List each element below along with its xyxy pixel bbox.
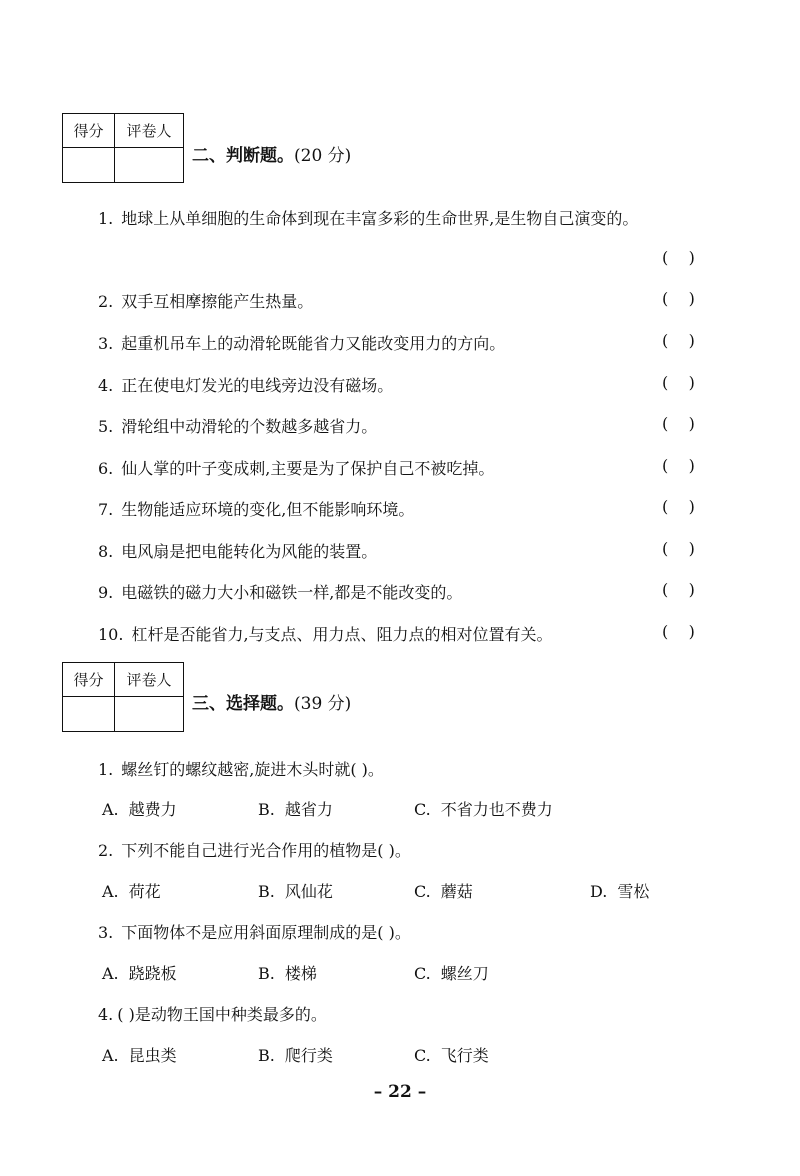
mc-question-1: 1. 螺丝钉的螺纹越密,旋进木头时就( )。 <box>98 760 384 779</box>
mc-4-option-c[interactable]: C. 飞行类 <box>414 1046 489 1065</box>
mc-question-2: 2. 下列不能自己进行光合作用的植物是( )。 <box>98 841 411 860</box>
mc-question-4: 4. ( )是动物王国中种类最多的。 <box>98 1005 327 1024</box>
tf-answer-7[interactable]: ( ) <box>662 497 695 516</box>
mc-2-option-c[interactable]: C. 蘑菇 <box>414 882 473 901</box>
tf-answer-3[interactable]: ( ) <box>662 331 695 350</box>
grader-cell[interactable] <box>115 697 183 731</box>
grader-label: 评卷人 <box>115 114 183 148</box>
mc-question-3: 3. 下面物体不是应用斜面原理制成的是( )。 <box>98 923 411 942</box>
section-2-points: (20 分) <box>294 146 352 166</box>
score-box-section-2 <box>62 113 184 183</box>
mc-4-option-a[interactable]: A. 昆虫类 <box>102 1046 177 1065</box>
mc-3-option-a[interactable]: A. 跷跷板 <box>102 964 177 983</box>
tf-answer-5[interactable]: ( ) <box>662 414 695 433</box>
mc-3-option-b[interactable]: B. 楼梯 <box>258 964 317 983</box>
tf-question-7: 7. 生物能适应环境的变化,但不能影响环境。 <box>98 500 415 519</box>
mc-1-option-a[interactable]: A. 越费力 <box>102 800 177 819</box>
section-3-title-text: 三、选择题。 <box>192 694 294 714</box>
page-number: – 22 – <box>373 1082 427 1102</box>
score-label: 得分 <box>63 114 115 148</box>
tf-question-9: 9. 电磁铁的磁力大小和磁铁一样,都是不能改变的。 <box>98 583 463 602</box>
tf-question-6: 6. 仙人掌的叶子变成刺,主要是为了保护自己不被吃掉。 <box>98 459 495 478</box>
tf-question-10: 10. 杠杆是否能省力,与支点、用力点、阻力点的相对位置有关。 <box>98 625 553 644</box>
section-3-points: (39 分) <box>294 694 352 714</box>
mc-3-option-c[interactable]: C. 螺丝刀 <box>414 964 489 983</box>
tf-question-3: 3. 起重机吊车上的动滑轮既能省力又能改变用力的方向。 <box>98 334 506 353</box>
tf-answer-2[interactable]: ( ) <box>662 289 695 308</box>
tf-answer-8[interactable]: ( ) <box>662 539 695 558</box>
tf-answer-4[interactable]: ( ) <box>662 373 695 392</box>
tf-answer-1[interactable]: ( ) <box>662 248 695 267</box>
score-box-section-3 <box>62 662 184 732</box>
score-cell[interactable] <box>63 697 115 731</box>
tf-answer-10[interactable]: ( ) <box>662 622 695 641</box>
score-label: 得分 <box>63 663 115 697</box>
tf-question-2: 2. 双手互相摩擦能产生热量。 <box>98 292 314 311</box>
score-cell[interactable] <box>63 148 115 182</box>
mc-1-option-b[interactable]: B. 越省力 <box>258 800 333 819</box>
section-2-title-text: 二、判断题。 <box>192 146 294 166</box>
mc-2-option-b[interactable]: B. 风仙花 <box>258 882 333 901</box>
mc-4-option-b[interactable]: B. 爬行类 <box>258 1046 333 1065</box>
mc-2-option-a[interactable]: A. 荷花 <box>102 882 161 901</box>
tf-question-1: 1. 地球上从单细胞的生命体到现在丰富多彩的生命世界,是生物自己演变的。 <box>98 209 639 228</box>
mc-1-option-c[interactable]: C. 不省力也不费力 <box>414 800 553 819</box>
mc-2-option-d[interactable]: D. 雪松 <box>590 882 650 901</box>
tf-question-4: 4. 正在使电灯发光的电线旁边没有磁场。 <box>98 376 394 395</box>
tf-answer-6[interactable]: ( ) <box>662 456 695 475</box>
grader-cell[interactable] <box>115 148 183 182</box>
tf-question-5: 5. 滑轮组中动滑轮的个数越多越省力。 <box>98 417 378 436</box>
section-2-title <box>192 141 351 166</box>
tf-question-8: 8. 电风扇是把电能转化为风能的装置。 <box>98 542 378 561</box>
section-3-title <box>192 689 351 714</box>
tf-answer-9[interactable]: ( ) <box>662 580 695 599</box>
grader-label: 评卷人 <box>115 663 183 697</box>
